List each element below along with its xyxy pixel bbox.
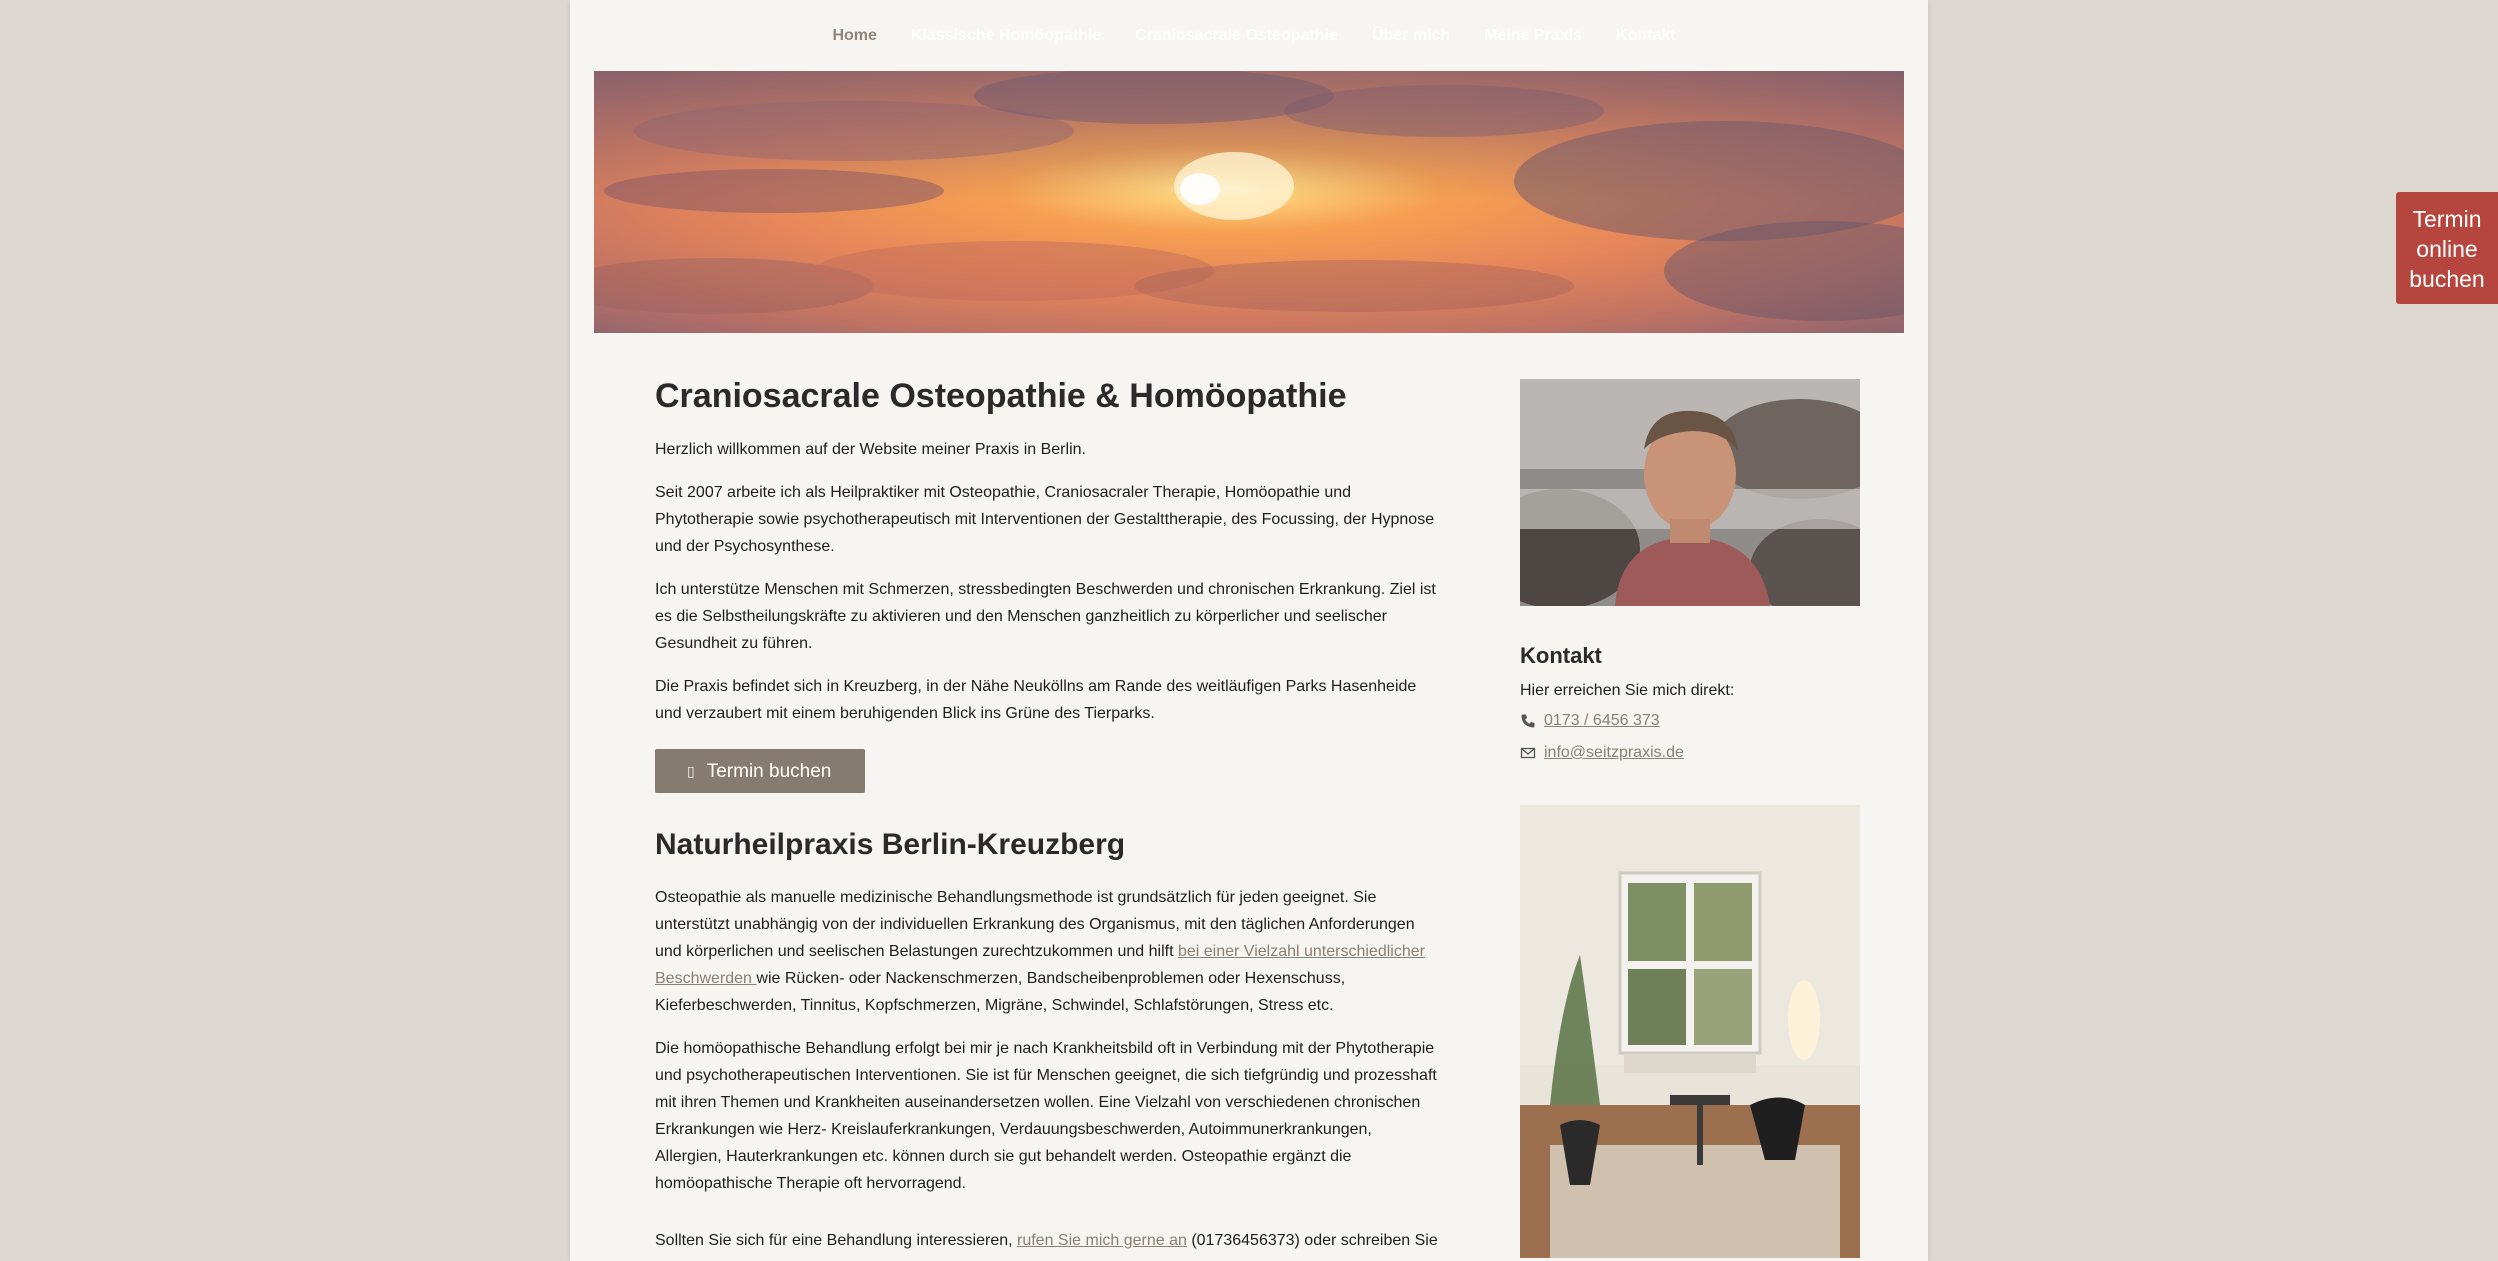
complaints-link[interactable]: bei einer Vielzahl unterschiedlicher Beschwerden: [655, 943, 1425, 987]
call-me-link[interactable]: rufen Sie mich gerne an: [1017, 1232, 1187, 1249]
main-content: [655, 372, 1440, 1261]
contact-paragraph: [655, 1227, 1440, 1254]
location-paragraph: Die Praxis befindet sich in Kreuzberg, in der Nähe Neuköllns am Rande des weitläufigen Parks Hasenheide und verzaubert mit einem beruhigenden Blick ins Grüne des Tierparks.: [655, 678, 1417, 722]
email-row: [1520, 737, 1860, 769]
portrait-photo: [1520, 379, 1860, 611]
book-appointment-label: Termin buchen: [706, 760, 832, 782]
page-title: Craniosacrale Osteopathie & Homöopathie: [655, 377, 1347, 415]
section-title: Naturheilpraxis Berlin-Kreuzberg: [655, 828, 1126, 861]
nav-item-craniosacrale-osteopathie[interactable]: Craniosacrale Osteopathie: [1135, 26, 1338, 44]
calendar-icon: ▯: [687, 762, 695, 779]
intro-paragraph: Herzlich willkommen auf der Website meiner Praxis in Berlin.: [655, 441, 1086, 458]
floating-button-line-3: buchen: [2409, 266, 2485, 292]
sidebar: [1520, 379, 1860, 1261]
nav-item-home[interactable]: Home: [832, 26, 877, 44]
experience-paragraph: Seit 2007 arbeite ich als Heilpraktiker mit Osteopathie, Craniosacraler Therapie, Homöopathie und Phytotherapie sowie psychotherapeutisch mit Interventionen der Gestalttherapie, des Focussing, der Hypnose und der Psychosynthese.: [655, 484, 1435, 555]
contact-intro: Hier erreichen Sie mich direkt:: [1520, 682, 1735, 699]
floating-book-online-button[interactable]: [2396, 192, 2498, 304]
mail-icon: [1520, 745, 1536, 761]
phone-icon: [1520, 713, 1536, 729]
nav-item-meine-praxis[interactable]: Meine Praxis: [1484, 26, 1582, 44]
nav-item-klassische-homoeopathie[interactable]: Klassische Homöopathie: [910, 26, 1102, 44]
page-container: [570, 0, 1928, 1261]
contact-title: Kontakt: [1520, 643, 1602, 668]
floating-button-line-2: online: [2416, 236, 2478, 262]
nav-item-kontakt[interactable]: Kontakt: [1616, 26, 1676, 44]
hero-sunset-image: [594, 71, 1904, 333]
practice-room-photo: [1520, 805, 1860, 1261]
osteopathy-text-end: wie Rücken- oder Nackenschmerzen, Bandscheibenproblemen oder Hexenschuss, Kieferbeschwerden, Tinnitus, Kopfschmerzen, Migräne, Schwindel, Schlafstörungen, Stress etc.: [655, 970, 1346, 1014]
phone-link[interactable]: 0173 / 6456 373: [1544, 712, 1660, 729]
contact-text-start: Sollten Sie sich für eine Behandlung interessieren,: [655, 1232, 1017, 1249]
contact-text-end: (01736456373) oder schreiben Sie: [1186, 1232, 1438, 1249]
homeopathy-paragraph: Die homöopathische Behandlung erfolgt bei mir je nach Krankheitsbild oft in Verbindung mit der Phytotherapie und psychotherapeutischen Interventionen. Sie ist für Menschen geeignet, die sich tiefgründig und prozesshaft mit ihren Themen und Krankheiten auseinandersetzen wollen. Eine Vielzahl von verschiedenen chronischen Erkrankungen wie Herz- Kreislauferkrankungen, Verdauungsbeschwerden, Autoimmunerkrankungen, Allergien, Hauterkrankungen etc. können durch sie gut behandelt werden. Osteopathie ergänzt die homöopathische Therapie oft hervorragend.: [655, 1040, 1437, 1192]
email-link[interactable]: info@seitzpraxis.de: [1544, 744, 1684, 761]
phone-row: [1520, 705, 1860, 737]
osteopathy-paragraph: [655, 884, 1440, 1019]
main-nav: [570, 0, 1928, 71]
floating-button-line-1: Termin: [2412, 206, 2482, 232]
goal-paragraph: Ich unterstütze Menschen mit Schmerzen, stressbedingten Beschwerden und chronischen Erkrankung. Ziel ist es die Selbstheilungskräfte zu aktivieren und den Menschen ganzheitlich zu körperlicher und seelischer Gesundheit zu führen.: [655, 581, 1436, 652]
nav-item-ueber-mich[interactable]: Über mich: [1371, 26, 1451, 44]
book-appointment-button[interactable]: [655, 749, 865, 793]
osteopathy-text-start: Osteopathie als manuelle medizinische Behandlungsmethode ist grundsätzlich für jeden geeignet. Sie unterstützt unabhängig von der individuellen Erkrankung des Organismus, mit den täglichen Anforderungen und körperlichen und seelischen Belastungen zurechtzukommen und hilft: [655, 889, 1415, 960]
